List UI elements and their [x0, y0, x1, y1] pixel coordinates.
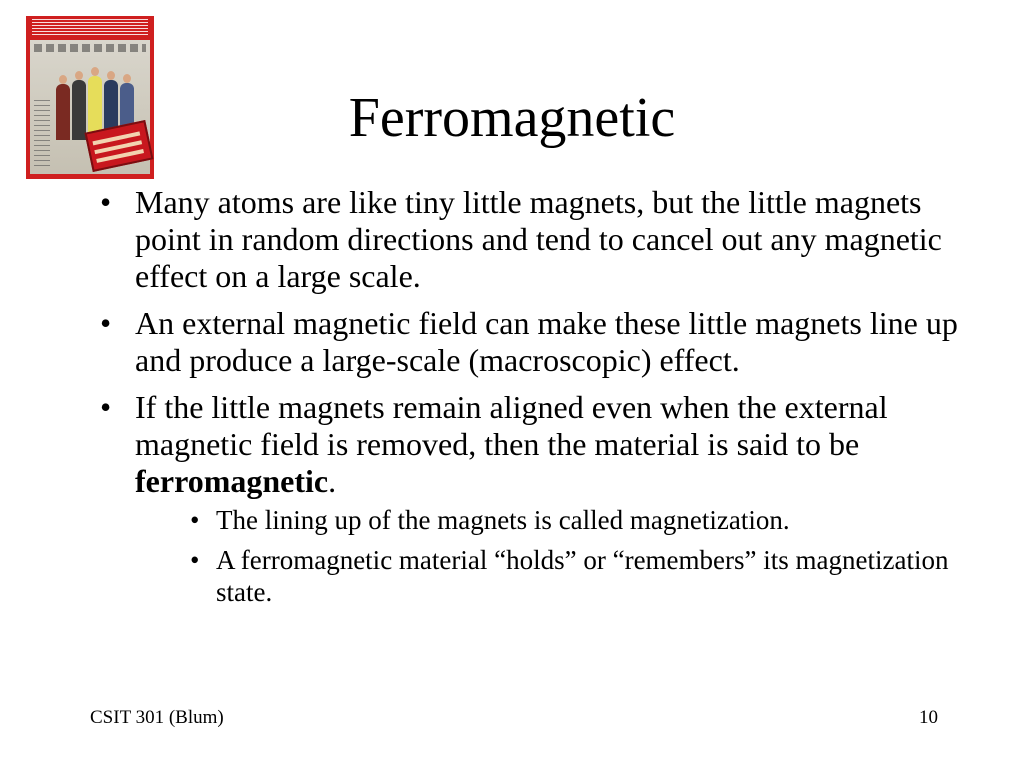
footer-course: CSIT 301 (Blum) [90, 707, 224, 728]
bullet-item [100, 305, 960, 379]
bullet-text: An external magnetic field can make these little magnets line up and produce a large-scale (macroscopic) effect. [135, 305, 958, 378]
bullet-item [100, 389, 960, 608]
sub-bullet-text: The lining up of the magnets is called magnetization. [216, 505, 790, 535]
poster-figure-head [59, 75, 67, 84]
slide-title: Ferromagnetic [348, 87, 676, 149]
bullet-list [100, 184, 960, 618]
poster-figure-head [75, 71, 83, 80]
sub-bullet-item [190, 544, 960, 608]
bullet-text: Many atoms are like tiny little magnets, but the little magnets point in random directions and tend to cancel out any magnetic effect on a large scale. [135, 184, 942, 294]
bullet-text: If the little magnets remain aligned even when the external magnetic field is removed, then the material is said to be [135, 389, 888, 462]
poster-figure-head [123, 74, 131, 83]
sub-bullet-item [190, 504, 960, 536]
bold-term: ferromagnetic [135, 463, 329, 499]
bullet-item [100, 184, 960, 295]
poster-names-decoration [34, 44, 146, 52]
poster-figure-head [107, 71, 115, 80]
poster-credits-decoration [32, 19, 148, 35]
bullet-text-end: . [328, 463, 337, 499]
footer-page-number: 10 [919, 707, 938, 728]
sub-bullet-text: A ferromagnetic material “holds” or “remembers” its magnetization state. [216, 545, 949, 607]
poster-figure-head [91, 67, 99, 76]
sub-bullet-list [190, 504, 960, 608]
